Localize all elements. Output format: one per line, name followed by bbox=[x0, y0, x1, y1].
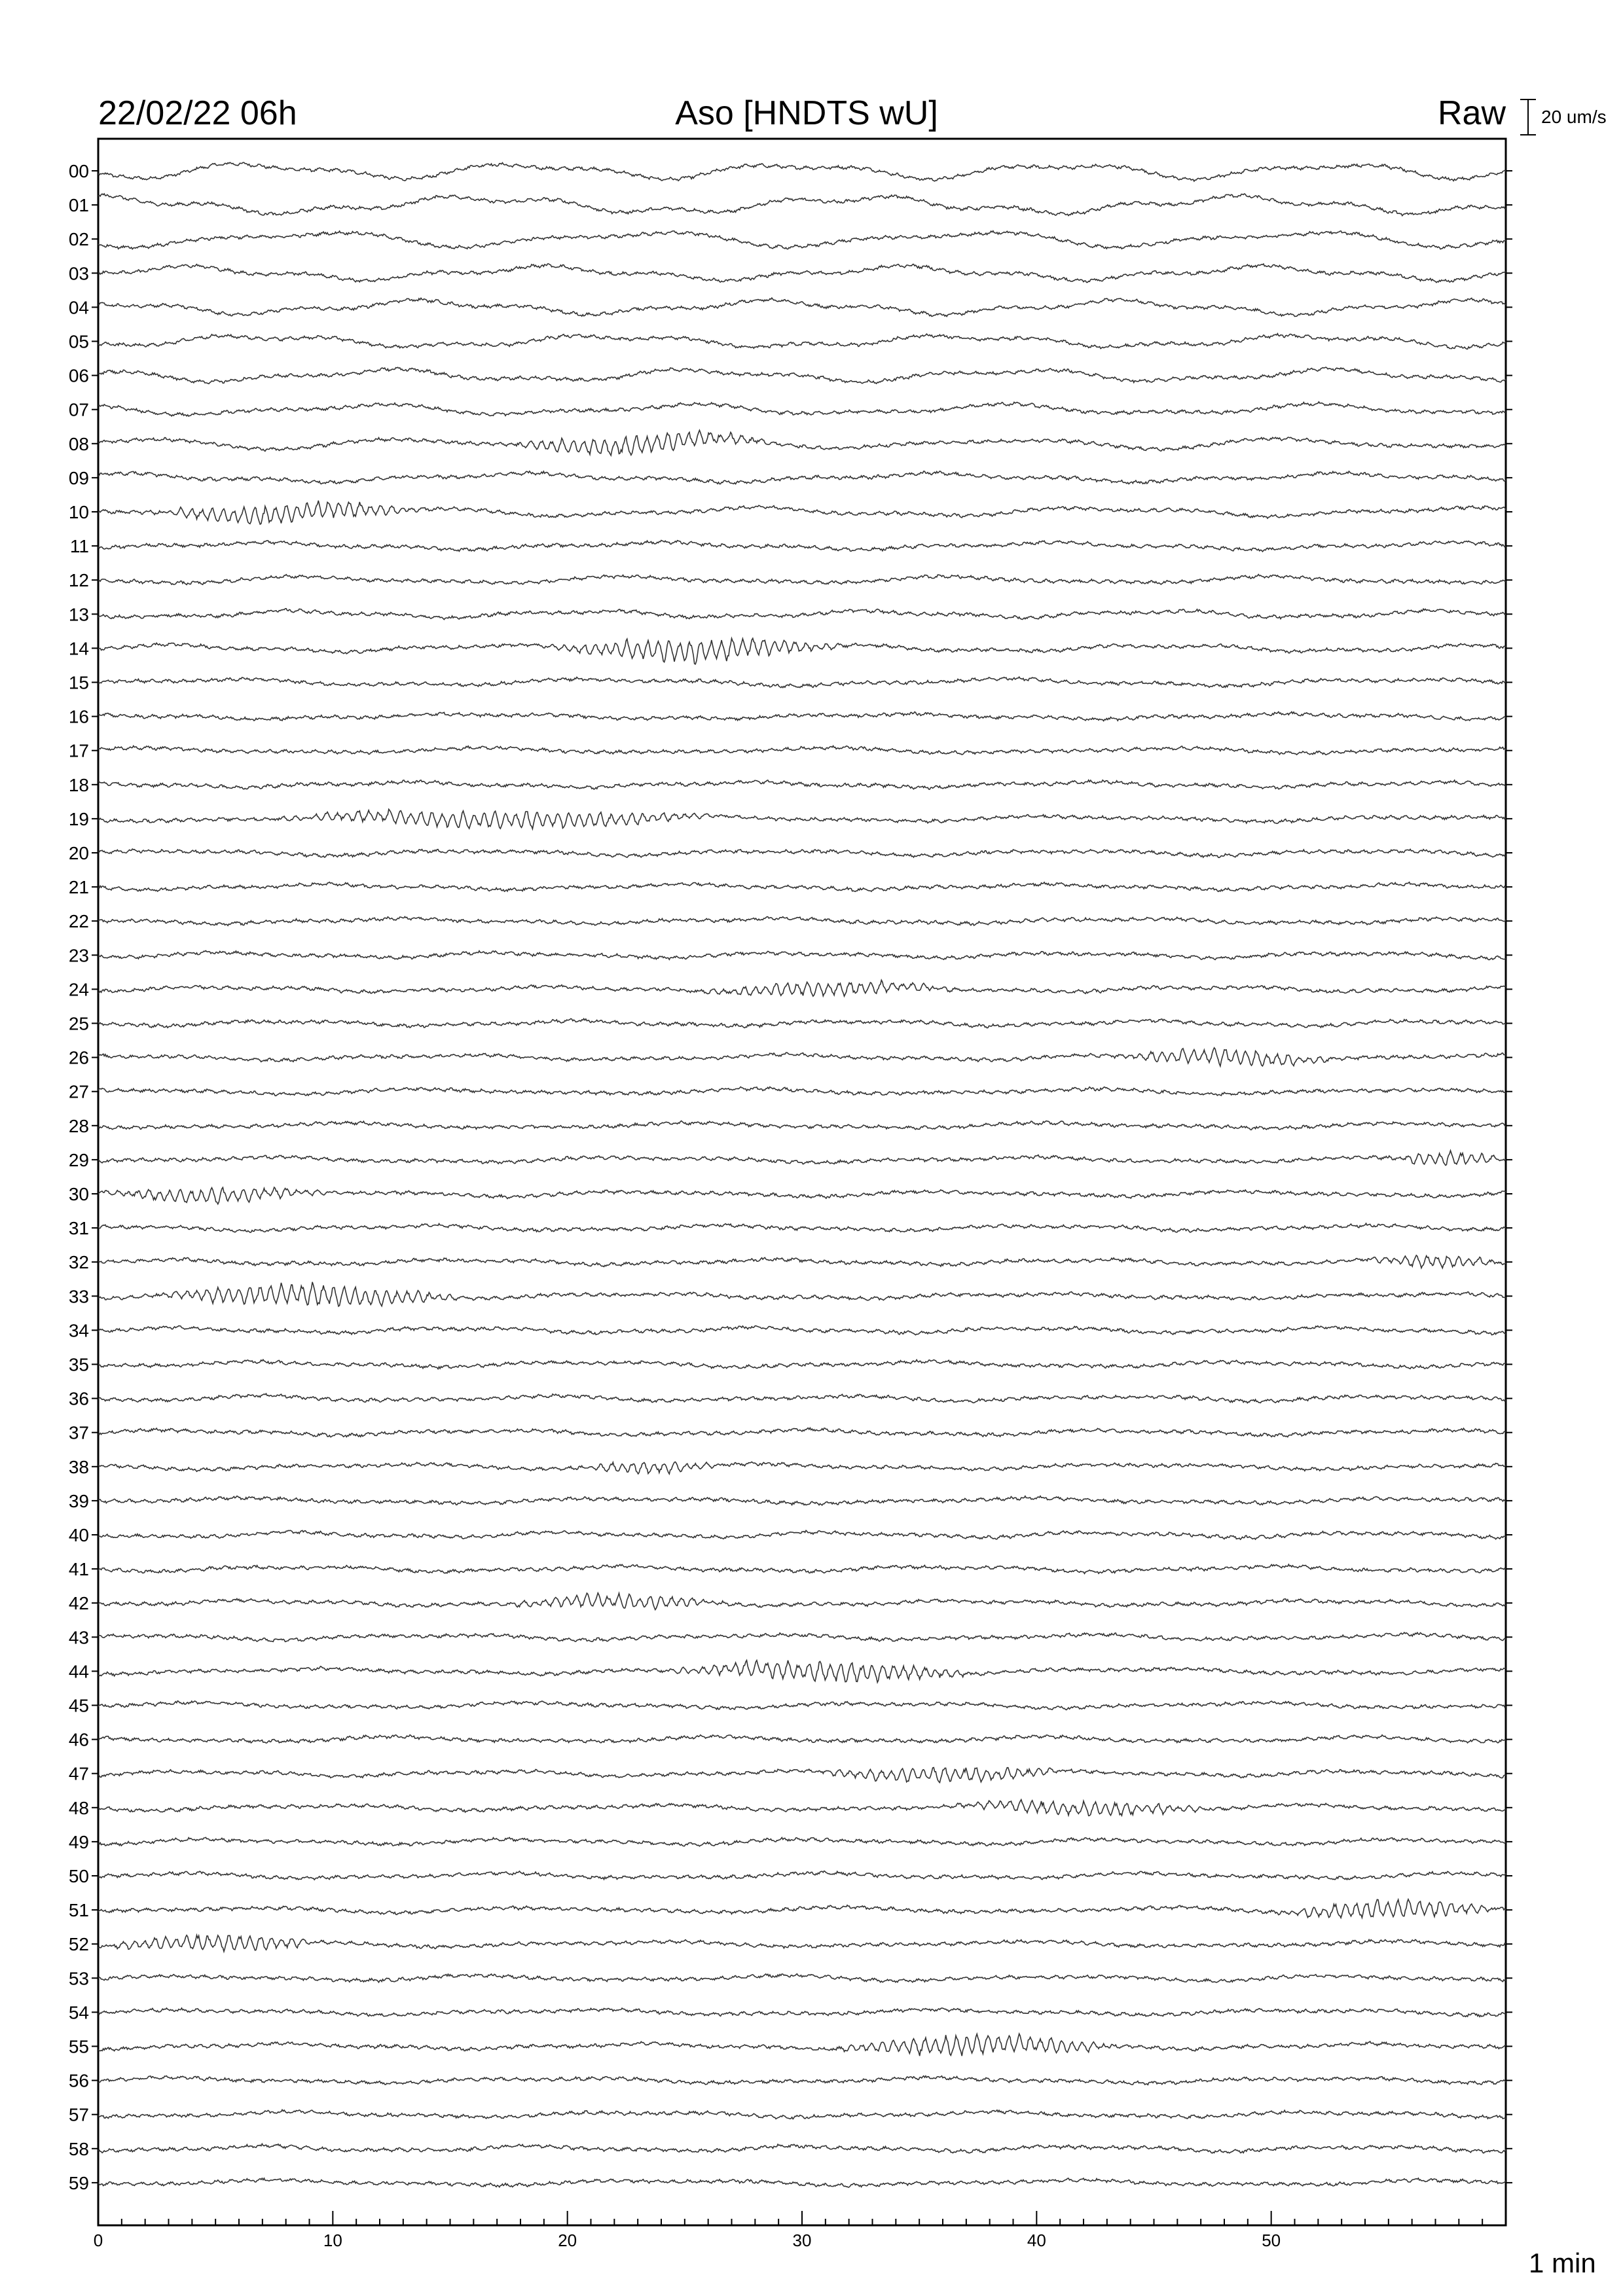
row-label-34: 34 bbox=[68, 1320, 89, 1341]
row-label-16: 16 bbox=[68, 706, 89, 727]
row-label-46: 46 bbox=[68, 1729, 89, 1750]
row-label-41: 41 bbox=[68, 1559, 89, 1580]
row-label-10: 10 bbox=[68, 502, 89, 522]
row-label-50: 50 bbox=[68, 1866, 89, 1886]
row-label-49: 49 bbox=[68, 1831, 89, 1852]
row-label-11: 11 bbox=[69, 536, 89, 557]
x-tick-label-10: 10 bbox=[323, 2231, 342, 2250]
row-label-28: 28 bbox=[68, 1115, 89, 1136]
row-label-26: 26 bbox=[68, 1047, 89, 1068]
row-label-12: 12 bbox=[68, 570, 89, 591]
row-label-20: 20 bbox=[68, 843, 89, 863]
row-label-51: 51 bbox=[68, 1900, 89, 1921]
row-label-01: 01 bbox=[68, 195, 89, 216]
x-tick-label-50: 50 bbox=[1262, 2231, 1281, 2250]
row-label-52: 52 bbox=[68, 1934, 89, 1955]
row-label-33: 33 bbox=[68, 1286, 89, 1307]
row-label-29: 29 bbox=[68, 1149, 89, 1170]
row-label-43: 43 bbox=[68, 1627, 89, 1648]
row-label-07: 07 bbox=[68, 399, 89, 420]
row-label-47: 47 bbox=[68, 1763, 89, 1784]
row-label-03: 03 bbox=[68, 263, 89, 284]
row-label-59: 59 bbox=[68, 2172, 89, 2193]
row-label-44: 44 bbox=[68, 1661, 89, 1682]
row-label-39: 39 bbox=[68, 1490, 89, 1511]
scale-bar-label: 20 um/s bbox=[1541, 107, 1607, 127]
row-label-48: 48 bbox=[68, 1797, 89, 1818]
row-label-27: 27 bbox=[68, 1081, 89, 1102]
row-label-02: 02 bbox=[68, 229, 89, 250]
row-label-32: 32 bbox=[68, 1252, 89, 1273]
row-label-24: 24 bbox=[68, 979, 89, 1000]
x-tick-label-40: 40 bbox=[1027, 2231, 1046, 2250]
x-tick-label-0: 0 bbox=[93, 2231, 103, 2250]
row-label-25: 25 bbox=[68, 1013, 89, 1034]
row-label-14: 14 bbox=[68, 638, 89, 659]
datetime-label: 22/02/22 06h bbox=[98, 94, 297, 132]
x-axis-unit-label: 1 min bbox=[1529, 2248, 1596, 2278]
row-label-40: 40 bbox=[68, 1525, 89, 1545]
x-tick-label-20: 20 bbox=[558, 2231, 577, 2250]
station-title: Aso [HNDTS wU] bbox=[675, 94, 938, 132]
row-label-13: 13 bbox=[68, 604, 89, 625]
row-label-23: 23 bbox=[68, 945, 89, 966]
row-label-45: 45 bbox=[68, 1695, 89, 1716]
row-label-15: 15 bbox=[68, 672, 89, 693]
row-label-22: 22 bbox=[68, 911, 89, 932]
mode-label: Raw bbox=[1437, 94, 1506, 132]
row-label-54: 54 bbox=[68, 2002, 89, 2023]
row-label-35: 35 bbox=[68, 1354, 89, 1375]
row-label-58: 58 bbox=[68, 2138, 89, 2159]
row-label-18: 18 bbox=[68, 774, 89, 795]
row-label-38: 38 bbox=[68, 1456, 89, 1477]
x-tick-label-30: 30 bbox=[792, 2231, 812, 2250]
row-label-53: 53 bbox=[68, 1968, 89, 1989]
row-label-04: 04 bbox=[68, 297, 89, 318]
row-label-08: 08 bbox=[68, 433, 89, 454]
row-label-30: 30 bbox=[68, 1184, 89, 1204]
row-label-00: 00 bbox=[68, 161, 89, 181]
row-label-06: 06 bbox=[68, 365, 89, 386]
row-label-31: 31 bbox=[68, 1218, 89, 1239]
row-label-42: 42 bbox=[68, 1593, 89, 1614]
row-label-21: 21 bbox=[68, 877, 89, 898]
row-label-57: 57 bbox=[68, 2104, 89, 2125]
row-label-36: 36 bbox=[68, 1388, 89, 1409]
row-label-37: 37 bbox=[68, 1422, 89, 1443]
row-label-17: 17 bbox=[68, 740, 89, 761]
row-label-05: 05 bbox=[68, 331, 89, 352]
row-label-55: 55 bbox=[68, 2036, 89, 2057]
row-label-09: 09 bbox=[68, 467, 89, 488]
row-label-19: 19 bbox=[68, 808, 89, 829]
row-label-56: 56 bbox=[68, 2070, 89, 2091]
